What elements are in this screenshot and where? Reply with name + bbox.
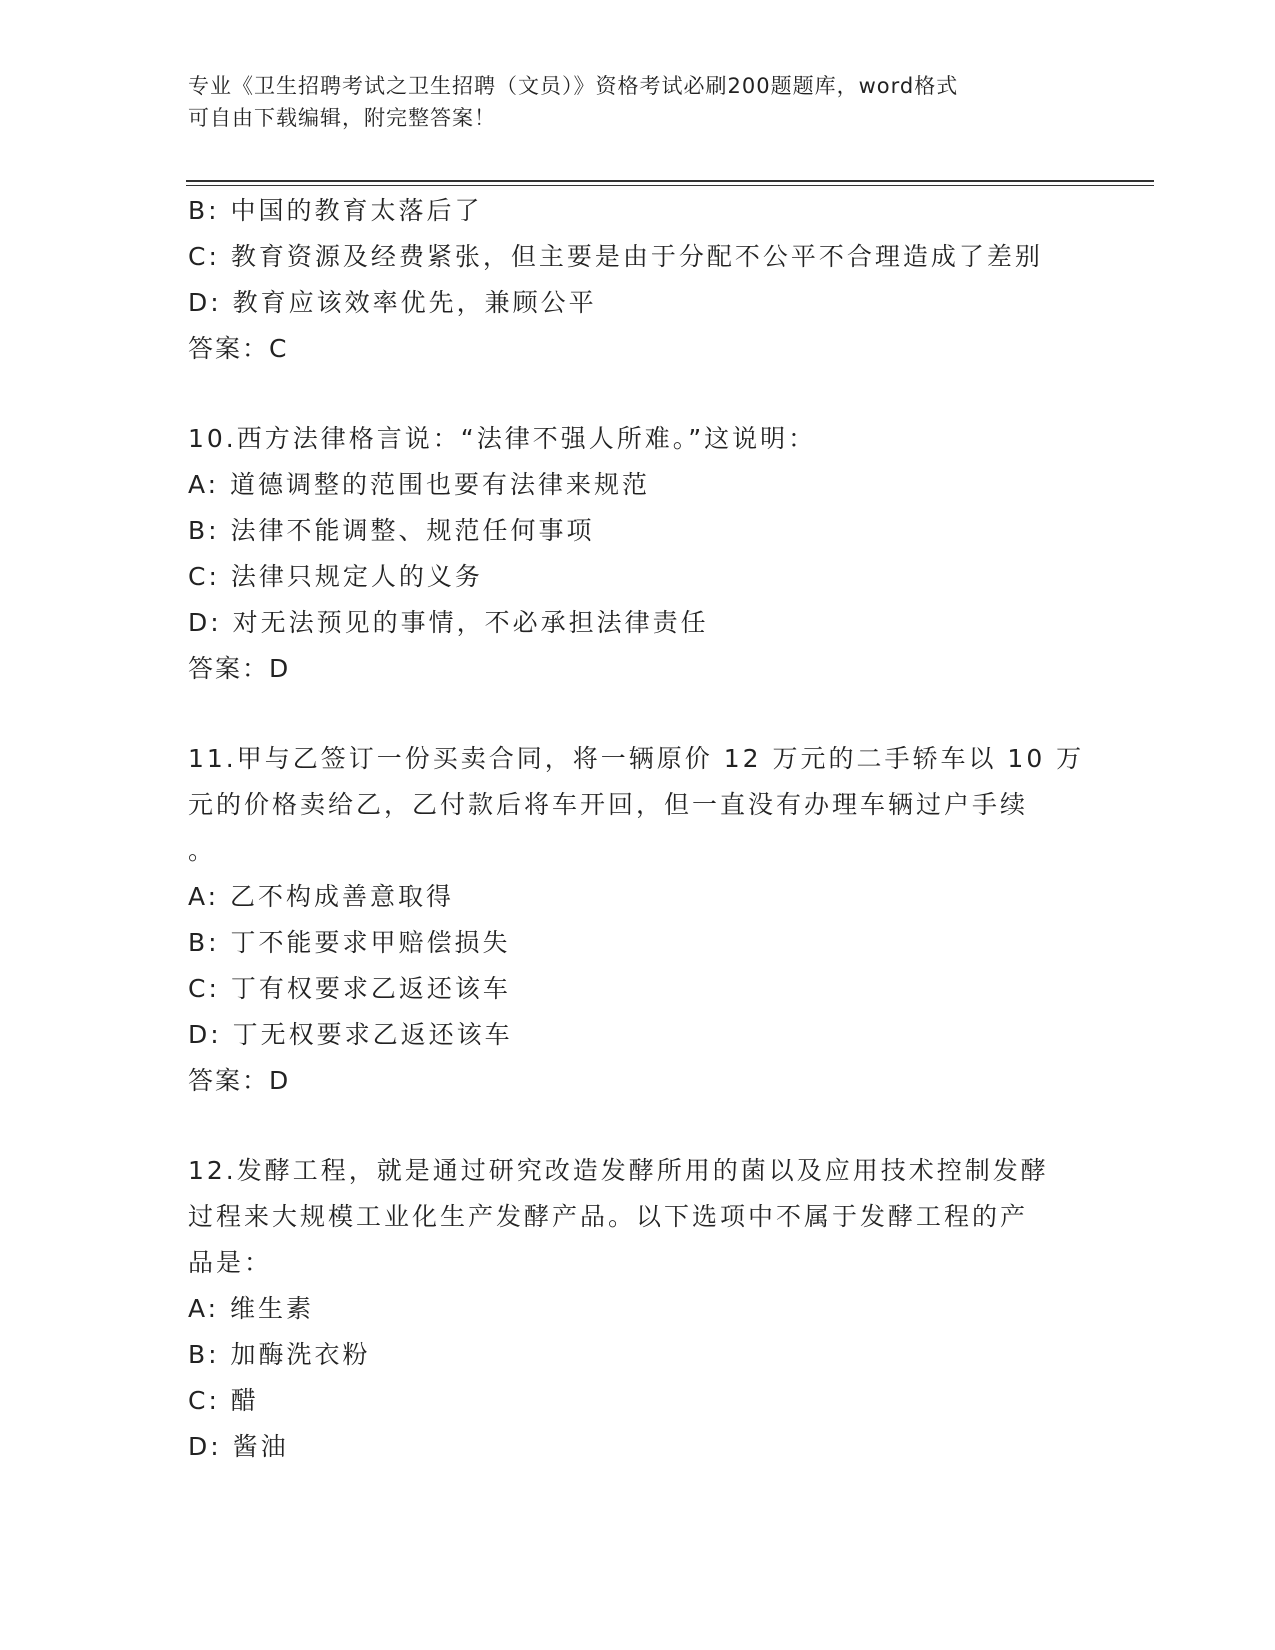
header-rule-thick	[186, 180, 1154, 182]
option-c: C: 法律只规定人的义务	[188, 562, 483, 591]
spacer	[188, 692, 1088, 736]
question-content	[188, 188, 1088, 1470]
option-b: B: 法律不能调整、规范任何事项	[188, 516, 595, 545]
question-stem: 10.西方法律格言说：“法律不强人所难。”这说明：	[188, 424, 817, 453]
option-b: B: 丁不能要求甲赔偿损失	[188, 928, 511, 957]
question-10	[188, 416, 1088, 692]
answer: 答案：D	[188, 1066, 291, 1095]
question-12	[188, 1148, 1088, 1470]
spacer	[188, 1104, 1088, 1148]
header-line-1: 专业《卫生招聘考试之卫生招聘（文员）》资格考试必刷200题题库，word格式	[188, 74, 959, 98]
option-a: A: 乙不构成善意取得	[188, 882, 455, 911]
option-c: C: 教育资源及经费紧张，但主要是由于分配不公平不合理造成了差别	[188, 242, 1043, 271]
option-c: C: 醋	[188, 1386, 259, 1415]
answer: 答案：D	[188, 654, 291, 683]
option-d: D: 酱油	[188, 1432, 289, 1461]
question-stem-line: 品是：	[188, 1248, 273, 1277]
question-9-tail	[188, 188, 1088, 372]
spacer	[188, 372, 1088, 416]
question-11	[188, 736, 1088, 1104]
header-rule-thin	[186, 185, 1154, 186]
option-d: D: 对无法预见的事情，不必承担法律责任	[188, 608, 709, 637]
option-b: B: 加酶洗衣粉	[188, 1340, 371, 1369]
question-stem-line: 过程来大规模工业化生产发酵产品。以下选项中不属于发酵工程的产	[188, 1202, 1029, 1231]
question-stem-line: 12.发酵工程，就是通过研究改造发酵所用的菌以及应用技术控制发酵	[188, 1156, 1049, 1185]
header-line-2: 可自由下载编辑，附完整答案！	[188, 106, 496, 130]
option-a: A: 维生素	[188, 1294, 315, 1323]
option-d: D: 丁无权要求乙返还该车	[188, 1020, 513, 1049]
question-stem-line: 元的价格卖给乙，乙付款后将车开回，但一直没有办理车辆过户手续	[188, 790, 1029, 819]
question-stem-line: 11.甲与乙签订一份买卖合同，将一辆原价 12 万元的二手轿车以 10 万	[188, 744, 1085, 773]
question-stem-line: 。	[188, 836, 217, 865]
option-b: B: 中国的教育太落后了	[188, 196, 483, 225]
option-d: D: 教育应该效率优先，兼顾公平	[188, 288, 597, 317]
option-c: C: 丁有权要求乙返还该车	[188, 974, 511, 1003]
option-a: A: 道德调整的范围也要有法律来规范	[188, 470, 651, 499]
answer: 答案：C	[188, 334, 289, 363]
document-header	[188, 70, 1088, 134]
